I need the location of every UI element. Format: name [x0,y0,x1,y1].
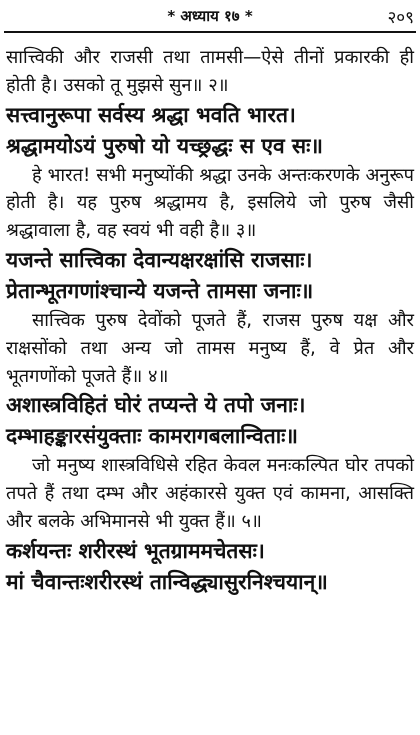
chapter-heading: * अध्याय १७ * [167,7,253,25]
page-number: २०९ [387,8,414,28]
page-body [6,44,414,598]
verse-4-line-1: यजन्ते सात्त्विका देवान्यक्षरक्षांसि राजसाः। [6,247,313,272]
verse-6-line-2: मां चैवान्तःशरीरस्थं तान्विद्ध्यासुरनिश्चयान्॥ [6,569,328,594]
verse-6-line-1: कर्शयन्तः शरीरस्थं भूतग्राममचेतसः। [6,538,265,563]
verse-5-line-2: दम्भाहङ्कारसंयुक्ताः कामरागबलान्विताः॥ [6,424,298,449]
verse-3-line-1: सत्त्वानुरूपा सर्वस्य श्रद्धा भवति भारत। [6,102,296,127]
translation-paragraph-5: जो मनुष्य शास्त्रविधिसे रहित केवल मनःकल्पित घोर तपको तपते हैं तथा दम्भ और अहंकारसे युक्त एवं कामना, आसक्ति और बलके अभिमानसे भी युक्त हैं॥ ५॥ [6,455,414,532]
translation-paragraph-2: सात्त्विकी और राजसी तथा तामसी—ऐसे तीनों प्रकारकी ही होती है। उसको तू मुझसे सुन॥ २॥ [6,47,414,96]
translation-paragraph-3: हे भारत! सभी मनुष्योंकी श्रद्धा उनके अन्तःकरणके अनुरूप होती है। यह पुरुष श्रद्धामय है, इसलिये जो पुरुष जैसी श्रद्धावाला है, वह स्वयं भी वही है॥ ३॥ [6,164,414,242]
translation-paragraph-4: सात्त्विक पुरुष देवोंको पूजते हैं, राजस पुरुष यक्ष और राक्षसोंको तथा अन्य जो तामस मनुष्य हैं, वे प्रेत और भूतगणोंको पूजते हैं॥ ४॥ [6,309,414,387]
verse-5-line-1: अशास्त्रविहितं घोरं तप्यन्ते ये तपो जनाः। [6,393,306,418]
verse-3-line-2: श्रद्धामयोऽयं पुरुषो यो यच्छ्रद्धः स एव सः॥ [6,133,323,158]
verse-4-line-2: प्रेतान्भूतगणांश्चान्ये यजन्ते तामसा जनाः॥ [6,278,314,303]
header-rule [4,31,416,33]
page-header [0,0,420,30]
